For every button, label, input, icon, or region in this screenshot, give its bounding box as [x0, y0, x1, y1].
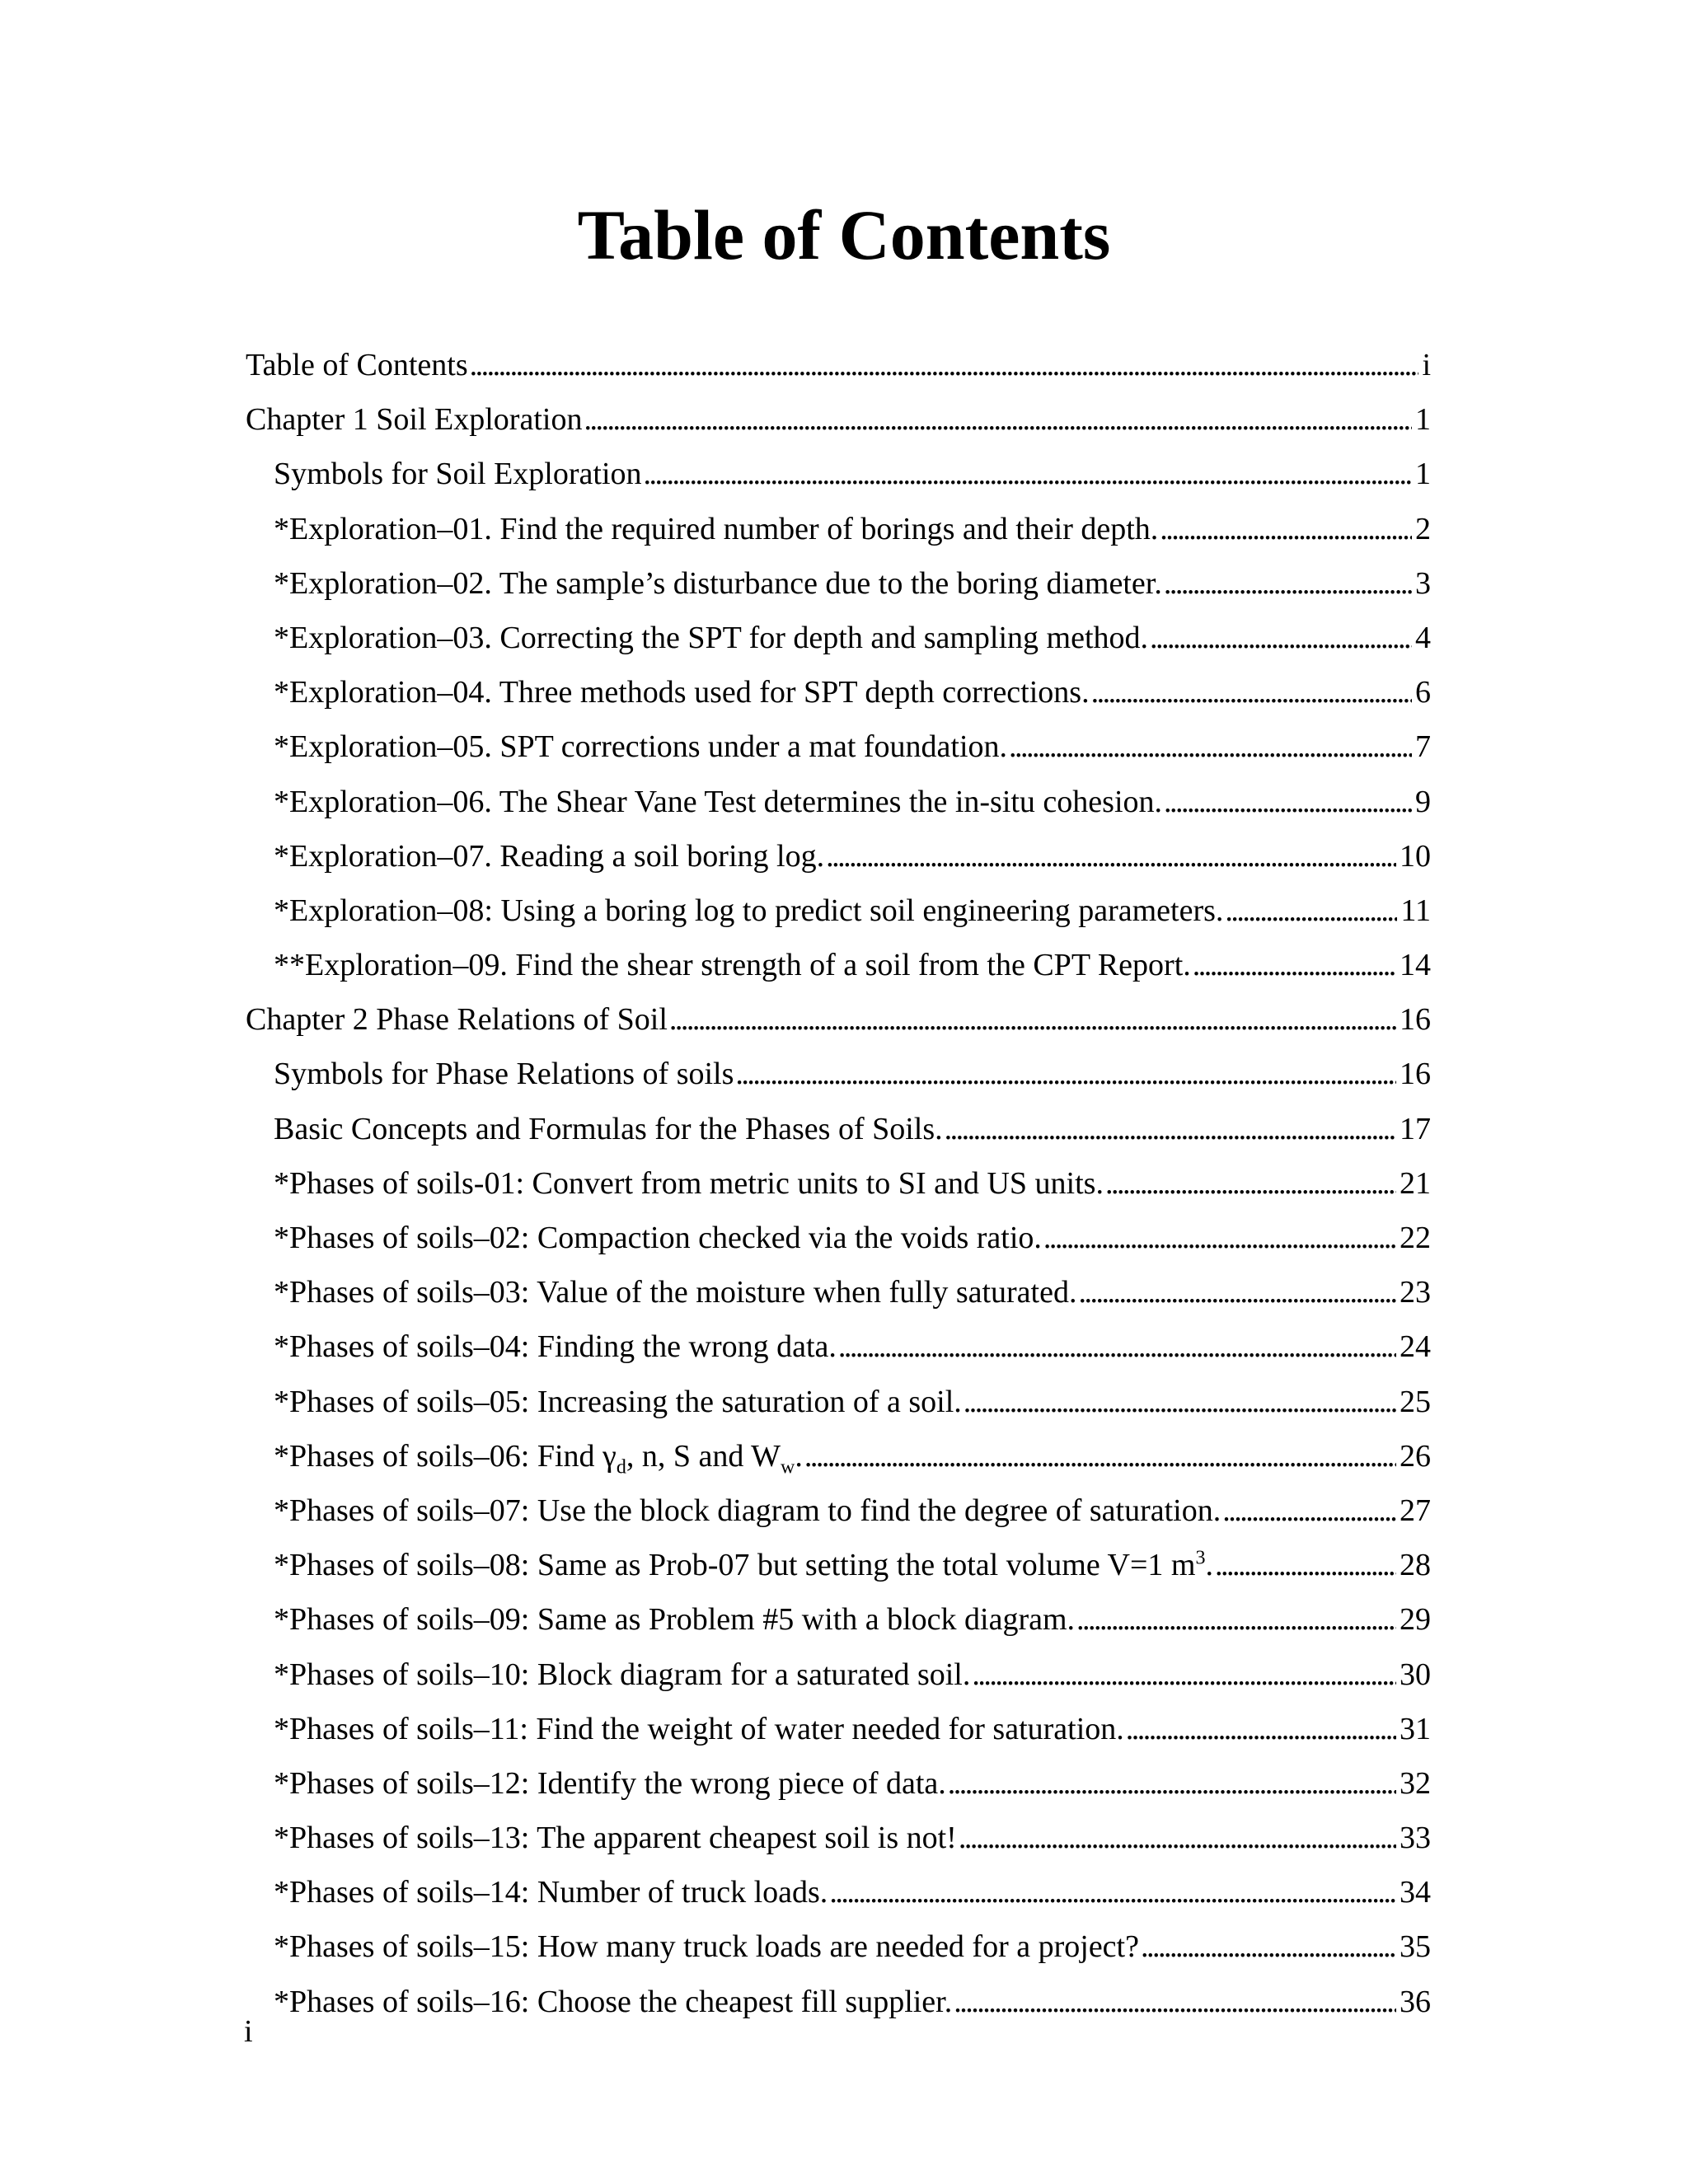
- toc-entry-page: 29: [1400, 1602, 1431, 1638]
- toc-dot-leader: [1225, 883, 1397, 938]
- toc-dot-leader: [945, 1102, 1396, 1156]
- toc-entry-page: 9: [1415, 784, 1431, 819]
- toc-entry[interactable]: [246, 502, 1431, 556]
- toc-entry-title: [274, 1538, 1213, 1592]
- toc-entry-title: *Exploration–07. Reading a soil boring log.: [274, 838, 825, 874]
- toc-entry[interactable]: [246, 992, 1431, 1047]
- toc-entry-title: Symbols for Phase Relations of soils: [274, 1057, 734, 1092]
- toc-entry[interactable]: [246, 611, 1431, 665]
- toc-entry-page: 23: [1400, 1275, 1431, 1310]
- toc-entry[interactable]: [246, 938, 1431, 992]
- toc-entry-page: 21: [1400, 1165, 1431, 1201]
- toc-entry[interactable]: [246, 829, 1431, 883]
- toc-dot-leader: [959, 1811, 1396, 1865]
- toc-entry-page: 24: [1400, 1329, 1431, 1365]
- toc-entry-title-part: .: [1205, 1548, 1213, 1583]
- toc-entry-title-part: *Phases of soils–08: Same as Prob-07 but setting the total volume V=1 m: [274, 1548, 1196, 1583]
- toc-entry[interactable]: [246, 1647, 1431, 1702]
- toc-entry-page: 33: [1400, 1821, 1431, 1856]
- toc-entry-page: 1: [1415, 402, 1431, 438]
- toc-entry[interactable]: [246, 556, 1431, 611]
- toc-entry-page: 16: [1400, 1002, 1431, 1038]
- toc-entry-page: 2: [1415, 511, 1431, 546]
- toc-entry-page: 26: [1400, 1438, 1431, 1474]
- toc-dot-leader: [954, 1975, 1396, 2029]
- toc-dot-leader: [829, 1865, 1396, 1919]
- toc-entry-title: *Phases of soils–10: Block diagram for a saturated soil.: [274, 1657, 971, 1692]
- toc-dot-leader: [735, 1047, 1396, 1101]
- toc-dot-leader: [584, 392, 1412, 447]
- toc-entry[interactable]: [246, 1319, 1431, 1374]
- toc-entry-title: *Exploration–02. The sample’s disturbance due to the boring diameter.: [274, 565, 1162, 601]
- toc-entry[interactable]: [246, 1702, 1431, 1756]
- toc-dot-leader: [1078, 1265, 1396, 1319]
- toc-dot-leader: [948, 1756, 1396, 1811]
- toc-entry-title: *Phases of soils–15: How many truck loads are needed for a project?: [274, 1929, 1139, 1965]
- toc-dot-leader: [1105, 1156, 1396, 1211]
- toc-entry[interactable]: [246, 775, 1431, 829]
- toc-dot-leader: [1043, 1211, 1396, 1265]
- toc-entry-title-part: , n, S and W: [626, 1438, 781, 1474]
- toc-entry-title: Chapter 1 Soil Exploration: [246, 402, 583, 438]
- toc-entry[interactable]: [246, 392, 1431, 447]
- toc-list: [246, 338, 1431, 2029]
- toc-entry-page: 31: [1400, 1711, 1431, 1746]
- toc-entry-title: *Exploration–06. The Shear Vane Test determines the in-situ cohesion.: [274, 784, 1163, 819]
- toc-entry-title: *Exploration–05. SPT corrections under a mat foundation.: [274, 729, 1008, 765]
- toc-dot-leader: [838, 1319, 1396, 1374]
- toc-entry[interactable]: [246, 1375, 1431, 1429]
- toc-entry-title: *Phases of soils–04: Finding the wrong data.: [274, 1329, 837, 1365]
- toc-dot-leader: [1164, 775, 1412, 829]
- toc-entry-page: 32: [1400, 1765, 1431, 1801]
- toc-entry[interactable]: [246, 1102, 1431, 1156]
- toc-dot-leader: [1164, 556, 1412, 611]
- toc-entry-page: 4: [1415, 620, 1431, 655]
- toc-entry-title: *Phases of soils–09: Same as Problem #5 with a block diagram.: [274, 1602, 1076, 1638]
- superscript-3: 3: [1195, 1547, 1206, 1569]
- toc-entry-title: Table of Contents: [246, 348, 468, 382]
- toc-entry-title: *Phases of soils–02: Compaction checked via the voids ratio.: [274, 1221, 1042, 1255]
- toc-entry-title: *Exploration–08: Using a boring log to predict soil engineering parameters.: [274, 893, 1224, 928]
- toc-entry[interactable]: [246, 1592, 1431, 1647]
- toc-entry-title: *Phases of soils–05: Increasing the saturation of a soil.: [274, 1384, 962, 1419]
- page-title: Table of Contents: [577, 195, 1111, 274]
- toc-dot-leader: [1193, 938, 1396, 992]
- toc-entry[interactable]: [246, 1265, 1431, 1319]
- toc-entry-title: *Phases of soils-01: Convert from metric units to SI and US units.: [274, 1165, 1104, 1201]
- toc-entry-title: *Phases of soils–13: The apparent cheapest soil is not!: [274, 1821, 957, 1856]
- toc-entry-title: *Phases of soils–16: Choose the cheapest fill supplier.: [274, 1984, 953, 2019]
- toc-dot-leader: [1091, 665, 1412, 719]
- toc-dot-leader: [1009, 719, 1412, 774]
- toc-entry[interactable]: [246, 1865, 1431, 1919]
- toc-entry[interactable]: [246, 338, 1431, 392]
- toc-entry-page: 27: [1400, 1493, 1431, 1528]
- toc-entry-page: 30: [1400, 1657, 1431, 1692]
- toc-dot-leader: [669, 992, 1396, 1047]
- toc-dot-leader: [1222, 1483, 1396, 1538]
- toc-dot-leader: [1126, 1702, 1396, 1756]
- toc-dot-leader: [972, 1647, 1396, 1702]
- toc-dot-leader: [470, 338, 1419, 392]
- toc-entry[interactable]: [246, 665, 1431, 719]
- toc-entry-page: 36: [1400, 1984, 1431, 2019]
- page-number: i: [244, 2014, 253, 2049]
- toc-entry[interactable]: [246, 1919, 1431, 1974]
- toc-entry-title: *Exploration–04. Three methods used for SPT depth corrections.: [274, 675, 1090, 710]
- subscript-d: d: [616, 1456, 626, 1479]
- toc-entry[interactable]: [246, 1811, 1431, 1865]
- toc-entry-title: *Phases of soils–12: Identify the wrong piece of data.: [274, 1765, 946, 1801]
- toc-dot-leader: [644, 447, 1413, 501]
- toc-entry-page: 14: [1400, 948, 1431, 983]
- toc-entry-title: *Exploration–01. Find the required number of borings and their depth.: [274, 511, 1159, 546]
- toc-entry-title: *Phases of soils–03: Value of the moisture when fully saturated.: [274, 1275, 1077, 1310]
- toc-dot-leader: [1076, 1592, 1396, 1647]
- toc-entry[interactable]: [246, 1047, 1431, 1101]
- toc-entry-page: 1: [1415, 457, 1431, 492]
- toc-entry[interactable]: [246, 1756, 1431, 1811]
- toc-dot-leader: [1141, 1919, 1396, 1974]
- toc-dot-leader: [1215, 1538, 1396, 1592]
- toc-entry-page: i: [1422, 348, 1431, 382]
- toc-entry-title: [274, 1429, 803, 1483]
- toc-entry-title: Basic Concepts and Formulas for the Phases of Soils.: [274, 1111, 943, 1146]
- toc-entry[interactable]: [246, 1211, 1431, 1265]
- subscript-w: w: [781, 1456, 795, 1479]
- toc-entry-page: 7: [1415, 729, 1431, 765]
- toc-dot-leader: [1150, 611, 1412, 665]
- toc-entry[interactable]: [246, 719, 1431, 774]
- toc-entry-title: *Phases of soils–07: Use the block diagram to find the degree of saturation.: [274, 1493, 1221, 1528]
- toc-entry-title: *Phases of soils–11: Find the weight of water needed for saturation.: [274, 1711, 1124, 1746]
- toc-entry[interactable]: [246, 1429, 1431, 1483]
- toc-entry[interactable]: [246, 1483, 1431, 1538]
- toc-entry[interactable]: [246, 1156, 1431, 1211]
- toc-entry-page: 3: [1415, 565, 1431, 601]
- toc-entry-title: Symbols for Soil Exploration: [274, 457, 642, 492]
- toc-entry-page: 17: [1400, 1111, 1431, 1146]
- toc-entry-title: *Exploration–03. Correcting the SPT for depth and sampling method.: [274, 620, 1149, 655]
- toc-entry-title: *Phases of soils–14: Number of truck loads.: [274, 1875, 828, 1910]
- toc-entry[interactable]: [246, 883, 1431, 938]
- toc-entry-page: 25: [1400, 1384, 1431, 1419]
- toc-entry-page: 22: [1400, 1221, 1431, 1255]
- toc-entry-page: 35: [1400, 1929, 1431, 1965]
- toc-dot-leader: [804, 1429, 1396, 1483]
- toc-entry[interactable]: [246, 447, 1431, 501]
- toc-dot-leader: [964, 1375, 1396, 1429]
- toc-entry-title: **Exploration–09. Find the shear strength of a soil from the CPT Report.: [274, 948, 1191, 983]
- toc-entry-title-part: .: [795, 1438, 803, 1474]
- toc-entry-title: Chapter 2 Phase Relations of Soil: [246, 1002, 668, 1038]
- toc-entry-page: 34: [1400, 1875, 1431, 1910]
- toc-entry[interactable]: [246, 1538, 1431, 1592]
- toc-dot-leader: [1160, 502, 1412, 556]
- toc-entry-title-part: *Phases of soils–06: Find γ: [274, 1438, 617, 1474]
- toc-dot-leader: [826, 829, 1396, 883]
- toc-entry-page: 11: [1400, 893, 1431, 928]
- toc-entry-page: 28: [1400, 1548, 1431, 1583]
- toc-entry[interactable]: [246, 1975, 1431, 2029]
- toc-entry-page: 16: [1400, 1057, 1431, 1092]
- toc-entry-page: 6: [1415, 675, 1431, 710]
- toc-entry-page: 10: [1400, 838, 1431, 874]
